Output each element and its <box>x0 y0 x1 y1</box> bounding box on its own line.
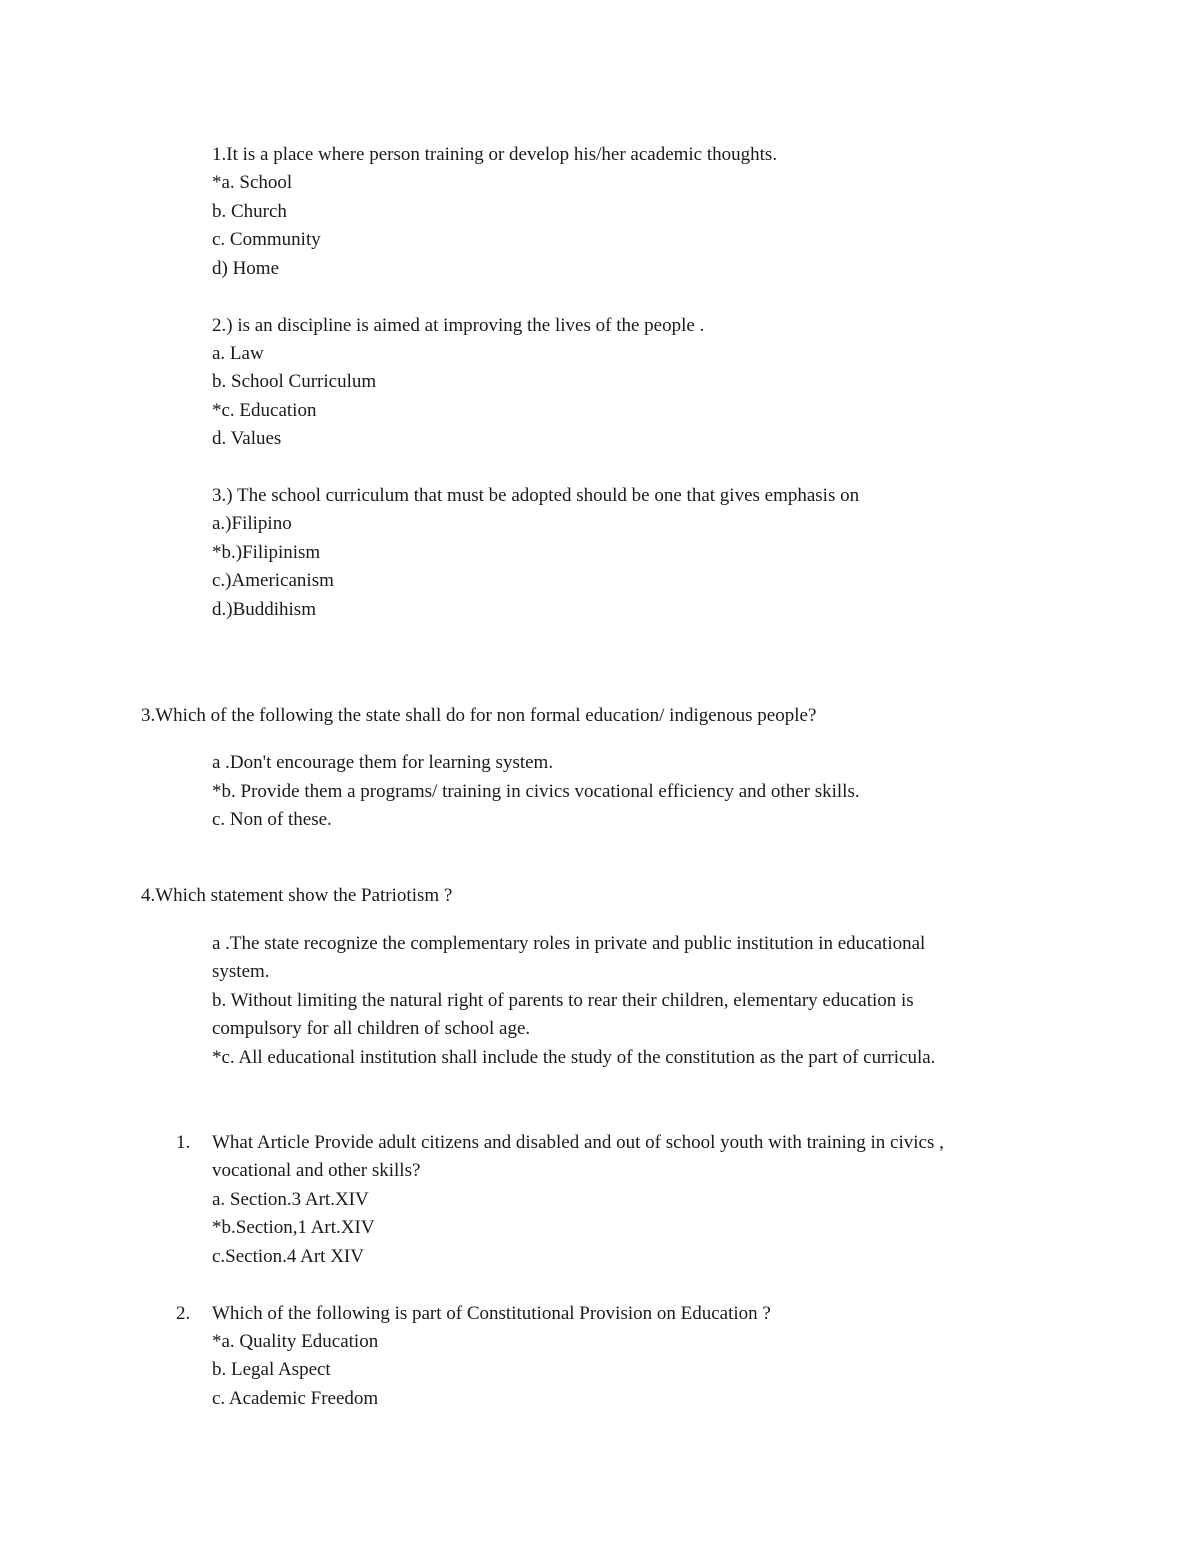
question-4-option-a: a .Don't encourage them for learning system. <box>212 752 554 773</box>
question-5-option-c: *c. All educational institution shall include the study of the constitution as the part of curricula. <box>212 1047 936 1068</box>
question-4-option-c: c. Non of these. <box>212 809 332 830</box>
question-2-option-a: a. Law <box>212 343 264 364</box>
question-3-option-d: d.)Buddihism <box>212 599 316 620</box>
question-1-option-b: b. Church <box>212 201 287 222</box>
question-2-option-b: b. School Curriculum <box>212 371 377 392</box>
question-4-text: 3.Which of the following the state shall do for non formal education/ indigenous people? <box>141 705 817 726</box>
question-5-option-b-continued: compulsory for all children of school age. <box>212 1018 531 1039</box>
question-3-option-b: *b.)Filipinism <box>212 542 321 563</box>
question-1-option-a: *a. School <box>212 172 293 193</box>
question-2-text: 2.) is an discipline is aimed at improving the lives of the people . <box>212 315 705 336</box>
question-6-option-b: *b.Section,1 Art.XIV <box>212 1217 375 1238</box>
question-3-text: 3.) The school curriculum that must be adopted should be one that gives emphasis on <box>212 485 860 506</box>
list-item-number-2: 2. <box>176 1303 191 1324</box>
question-1-option-c: c. Community <box>212 229 321 250</box>
question-2-option-c: *c. Education <box>212 400 317 421</box>
question-5-option-a-continued: system. <box>212 961 270 982</box>
question-5-text: 4.Which statement show the Patriotism ? <box>141 885 453 906</box>
question-7-option-b: b. Legal Aspect <box>212 1359 331 1380</box>
question-6-text-line-2: vocational and other skills? <box>212 1160 421 1181</box>
question-7-text: Which of the following is part of Constitutional Provision on Education ? <box>212 1303 771 1324</box>
question-5-option-b: b. Without limiting the natural right of parents to rear their children, elementary education is <box>212 990 914 1011</box>
question-6-text-line-1: What Article Provide adult citizens and disabled and out of school youth with training in civics , <box>212 1132 944 1153</box>
question-2-option-d: d. Values <box>212 428 282 449</box>
question-6-option-c: c.Section.4 Art XIV <box>212 1246 364 1267</box>
question-1-option-d: d) Home <box>212 258 280 279</box>
question-7-option-c: c. Academic Freedom <box>212 1388 379 1409</box>
question-4-option-b: *b. Provide them a programs/ training in civics vocational efficiency and other skills. <box>212 781 860 802</box>
question-6-option-a: a. Section.3 Art.XIV <box>212 1189 369 1210</box>
question-3-option-a: a.)Filipino <box>212 513 292 534</box>
list-item-number-1: 1. <box>176 1132 191 1153</box>
question-3-option-c: c.)Americanism <box>212 570 334 591</box>
question-7-option-a: *a. Quality Education <box>212 1331 379 1352</box>
question-5-option-a: a .The state recognize the complementary roles in private and public institution in educational <box>212 933 926 954</box>
question-1-text: 1.It is a place where person training or develop his/her academic thoughts. <box>212 144 778 165</box>
